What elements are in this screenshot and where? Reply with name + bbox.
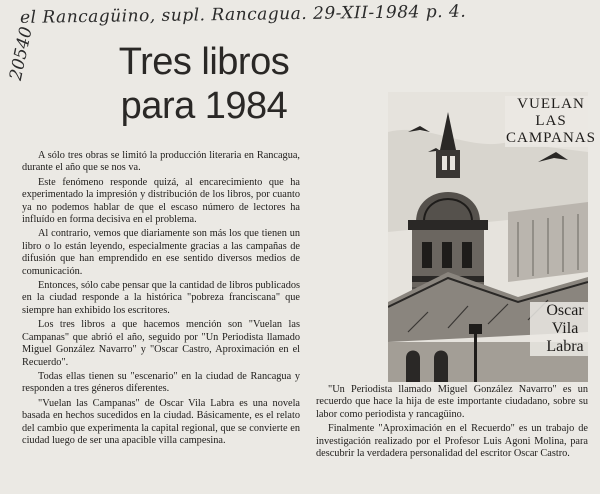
book-title-line: CAMPANAS [506,130,596,146]
book-author-line: Oscar [546,302,584,319]
headline-line-2: para 1984 [120,85,288,127]
paragraph: Los tres libros a que hacemos mención son "Vuelan las Campanas" que abrió el año, seguido por "Un Periodista llamado Miguel González Navarro" y "Oscar Castro, Aproximación en el Recuerdo". [22,319,300,368]
book-cover-title [505,96,597,147]
paragraph: "Un Periodista llamado Miguel González Navarro" es un recuerdo que hace la hija de este importante ciudadano, sobre su labor como periodista y rancagüino. [316,384,588,420]
paragraph: "Vuelan las Campanas" de Oscar Vila Labra es una novela basada en hechos sucedidos en la ciudad. Básicamente, es el relato del cambio que experimenta la capital regional, que se convierte en ciudad luego de ser una apacible villa campesina. [22,397,300,446]
paragraph: Entonces, sólo cabe pensar que la cantidad de libros publicados en la ciudad responde a la histórica "pobreza franciscana" que siempre han exhibido los escritores. [22,280,300,316]
article-headline [84,40,324,128]
paragraph: Este fenómeno responde quizá, al encarecimiento que ha experimentado la impresión y distribución de los libros, por cuanto ya no podemos hablar de que el escaso número de lectores ha influído en forma decisiva en el problema. [22,176,300,226]
article-body-right-column [316,384,588,462]
paragraph: A sólo tres obras se limitó la producción literaria en Rancagua, durante el año que se nos va. [22,150,300,174]
book-author-line: Labra [546,338,584,355]
headline-line-1: Tres libros [118,41,290,83]
book-title-line: LAS [535,113,567,129]
article-body-left-column [22,150,300,449]
book-cover-author [530,302,600,356]
paragraph: Finalmente "Aproximación en el Recuerdo" es un trabajo de investigación realizado por el Profesor Luis Agoni Molina, para descubrir la verdadera personalidad del escritor Oscar Castro. [316,423,588,460]
handwritten-source-note: el Rancagüino, supl. Rancagua. 29-XII-1984 p. 4. [19,1,467,28]
book-author-line: Vila [551,320,579,337]
paragraph: Todas ellas tienen su "escenario" en la ciudad de Rancagua y responden a tres géneros diferentes. [22,370,300,395]
paragraph: Al contrario, vemos que diariamente son más los que tienen un libro o lo están leyendo, especialmente gracias a las campañas de difusión que han emprendido en ese sentido diversos medios de comunicación. [22,228,300,277]
handwritten-archive-number: 20540 [6,25,37,83]
book-title-line: VUELAN [517,96,585,112]
